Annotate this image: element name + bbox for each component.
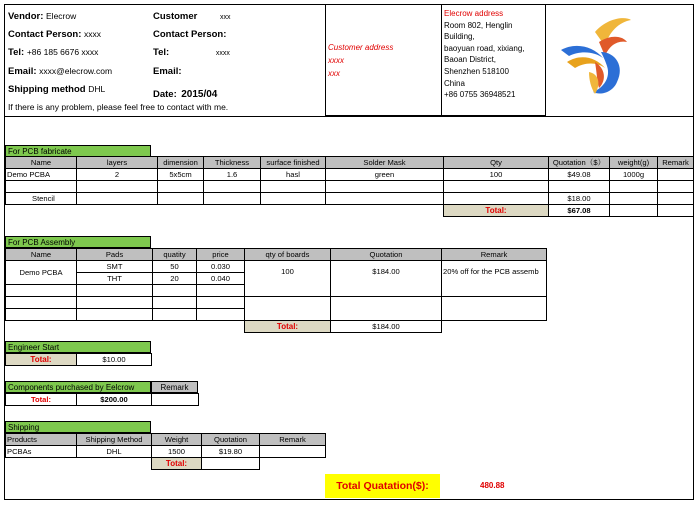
col-name: Name bbox=[6, 157, 77, 169]
pcb-total-row bbox=[6, 205, 694, 217]
col-quatity: quatity bbox=[153, 249, 197, 261]
shipping-total-label: Total: bbox=[152, 458, 202, 470]
customer-address-line2: xxx bbox=[328, 69, 340, 78]
shipping-total-row bbox=[6, 458, 326, 470]
table-row bbox=[6, 181, 694, 193]
engineer-section-title: Engineer Start bbox=[5, 341, 151, 353]
contact-note: If there is any problem, please feel free to contact with me. bbox=[8, 102, 229, 112]
customer-tel-row: Tel: xxxx bbox=[153, 47, 230, 58]
cell: SMT bbox=[77, 261, 153, 273]
grand-total-label: Total Quatation($): bbox=[325, 474, 440, 498]
shipping-section-title: Shipping bbox=[5, 421, 151, 433]
cell bbox=[77, 321, 153, 333]
col-quotation: Quotation bbox=[331, 249, 442, 261]
pcb-table bbox=[5, 156, 694, 217]
cell bbox=[158, 193, 204, 205]
cell: 100 bbox=[245, 261, 331, 297]
cell bbox=[197, 309, 245, 321]
cell bbox=[202, 458, 260, 470]
cell bbox=[77, 285, 153, 297]
cell: 2 bbox=[77, 169, 158, 181]
vendor-contact-row: Contact Person: xxxx bbox=[8, 29, 102, 40]
components-total-row bbox=[6, 394, 199, 406]
cell bbox=[197, 285, 245, 297]
col-solder-mask: Solder Mask bbox=[326, 157, 444, 169]
col-pads: Pads bbox=[77, 249, 153, 261]
col-quotation: Quotation bbox=[202, 434, 260, 446]
cell bbox=[152, 394, 199, 406]
cell bbox=[197, 297, 245, 309]
cell bbox=[6, 285, 77, 297]
cell: 1000g bbox=[610, 169, 658, 181]
cell: $19.80 bbox=[202, 446, 260, 458]
elecrow-logo-icon bbox=[555, 12, 635, 102]
cell: $18.00 bbox=[549, 193, 610, 205]
cell: DHL bbox=[77, 446, 152, 458]
cell: 20 bbox=[153, 273, 197, 285]
cell: 20% off for the PCB assemb bbox=[442, 261, 547, 297]
components-section-title: Components purchased by Eelcrow bbox=[5, 381, 151, 393]
cell bbox=[610, 181, 658, 193]
col-name: Name bbox=[6, 249, 77, 261]
table-row bbox=[6, 297, 547, 309]
assembly-total-label: Total: bbox=[245, 321, 331, 333]
cell bbox=[6, 181, 77, 193]
components-total-value: $200.00 bbox=[77, 394, 152, 406]
customer-address-title: Customer address bbox=[328, 43, 394, 52]
cell bbox=[658, 181, 694, 193]
shipping-table bbox=[5, 433, 326, 470]
components-total-label: Total: bbox=[6, 394, 77, 406]
col-thickness: Thickness bbox=[204, 157, 261, 169]
cell bbox=[77, 458, 152, 470]
cell bbox=[6, 321, 77, 333]
cell bbox=[6, 309, 77, 321]
cell bbox=[326, 205, 444, 217]
cell bbox=[444, 193, 549, 205]
cell: 1500 bbox=[152, 446, 202, 458]
cell bbox=[260, 446, 326, 458]
engineer-total-row bbox=[6, 354, 152, 366]
customer-address-line1: xxxx bbox=[328, 56, 344, 65]
vendor-row: Vendor: Elecrow bbox=[8, 11, 77, 22]
col-weight: weight(g) bbox=[610, 157, 658, 169]
cell bbox=[77, 193, 158, 205]
col-products: Products bbox=[6, 434, 77, 446]
cell bbox=[549, 181, 610, 193]
pcb-total-value: $67.08 bbox=[549, 205, 610, 217]
col-price: price bbox=[197, 249, 245, 261]
pcb-section-title: For PCB fabricate bbox=[5, 145, 151, 157]
engineer-total-value: $10.00 bbox=[77, 354, 152, 366]
col-remark: Remark bbox=[658, 157, 694, 169]
cell bbox=[6, 297, 77, 309]
cell bbox=[658, 193, 694, 205]
cell bbox=[197, 321, 245, 333]
cell bbox=[245, 297, 331, 321]
customer-row: Customer xxx bbox=[153, 11, 231, 22]
col-shipping-method: Shipping Method bbox=[77, 434, 152, 446]
table-row bbox=[6, 261, 547, 273]
cell: $49.08 bbox=[549, 169, 610, 181]
cell: Demo PCBA bbox=[6, 261, 77, 285]
col-quotation: Quotation（$） bbox=[549, 157, 610, 169]
cell bbox=[444, 181, 549, 193]
cell bbox=[260, 458, 326, 470]
cell bbox=[153, 297, 197, 309]
grand-total-value: 480.88 bbox=[480, 481, 505, 490]
cell: 0.040 bbox=[197, 273, 245, 285]
cell bbox=[6, 458, 77, 470]
cell bbox=[77, 181, 158, 193]
cell bbox=[658, 169, 694, 181]
cell: Stencil bbox=[6, 193, 77, 205]
components-table bbox=[5, 393, 199, 406]
table-row bbox=[6, 446, 326, 458]
cell: Demo PCBA bbox=[6, 169, 77, 181]
cell bbox=[261, 205, 326, 217]
elecrow-address: Elecrow address Room 802, Henglin Building, baoyuan road, xixiang, Baoan District, Shenzhen 518100 China +86 0755 36948521 bbox=[444, 9, 525, 100]
cell bbox=[610, 205, 658, 217]
vendor-email-row: Email: xxxx@elecrow.com bbox=[8, 66, 113, 77]
customer-contact-row: Contact Person: bbox=[153, 29, 227, 40]
cell: 50 bbox=[153, 261, 197, 273]
col-surface: surface finished bbox=[261, 157, 326, 169]
cell bbox=[442, 297, 547, 321]
cell bbox=[658, 205, 694, 217]
shipping-header-row bbox=[6, 434, 326, 446]
cell bbox=[158, 205, 204, 217]
assembly-total-row bbox=[6, 321, 547, 333]
cell bbox=[77, 205, 158, 217]
engineer-table bbox=[5, 353, 152, 366]
table-row bbox=[6, 169, 694, 181]
cell: PCBAs bbox=[6, 446, 77, 458]
assembly-table bbox=[5, 248, 547, 333]
cell bbox=[6, 205, 77, 217]
engineer-total-label: Total: bbox=[6, 354, 77, 366]
pcb-header-row bbox=[6, 157, 694, 169]
col-remark: Remark bbox=[442, 249, 547, 261]
col-weight: Weight bbox=[152, 434, 202, 446]
cell: THT bbox=[77, 273, 153, 285]
cell bbox=[204, 193, 261, 205]
cell bbox=[261, 181, 326, 193]
cell bbox=[261, 193, 326, 205]
assembly-header-row bbox=[6, 249, 547, 261]
table-row bbox=[6, 193, 694, 205]
col-remark: Remark bbox=[260, 434, 326, 446]
cell: 100 bbox=[444, 169, 549, 181]
cell bbox=[326, 193, 444, 205]
vendor-tel-row: Tel: +86 185 6676 xxxx bbox=[8, 47, 99, 58]
assembly-total-value: $184.00 bbox=[331, 321, 442, 333]
cell bbox=[153, 309, 197, 321]
cell bbox=[77, 297, 153, 309]
col-boards: qty of boards bbox=[245, 249, 331, 261]
cell bbox=[331, 297, 442, 321]
pcb-total-label: Total: bbox=[444, 205, 549, 217]
components-remark-header: Remark bbox=[151, 381, 198, 393]
cell: green bbox=[326, 169, 444, 181]
cell bbox=[204, 205, 261, 217]
cell bbox=[442, 321, 547, 333]
cell: hasl bbox=[261, 169, 326, 181]
customer-email-row: Email: bbox=[153, 66, 182, 77]
cell bbox=[204, 181, 261, 193]
cell: 0.030 bbox=[197, 261, 245, 273]
cell bbox=[326, 181, 444, 193]
assembly-section-title: For PCB Assembly bbox=[5, 236, 151, 248]
cell bbox=[153, 321, 197, 333]
cell bbox=[158, 181, 204, 193]
cell bbox=[610, 193, 658, 205]
shipping-method-row: Shipping method DHL bbox=[8, 84, 106, 95]
cell: 1.6 bbox=[204, 169, 261, 181]
cell: 5x5cm bbox=[158, 169, 204, 181]
col-qty: Qty bbox=[444, 157, 549, 169]
cell bbox=[77, 309, 153, 321]
col-dimension: dimension bbox=[158, 157, 204, 169]
col-layers: layers bbox=[77, 157, 158, 169]
cell: $184.00 bbox=[331, 261, 442, 297]
cell bbox=[153, 285, 197, 297]
date-row: Date: 2015/04 bbox=[153, 89, 218, 100]
header-divider bbox=[4, 116, 694, 117]
